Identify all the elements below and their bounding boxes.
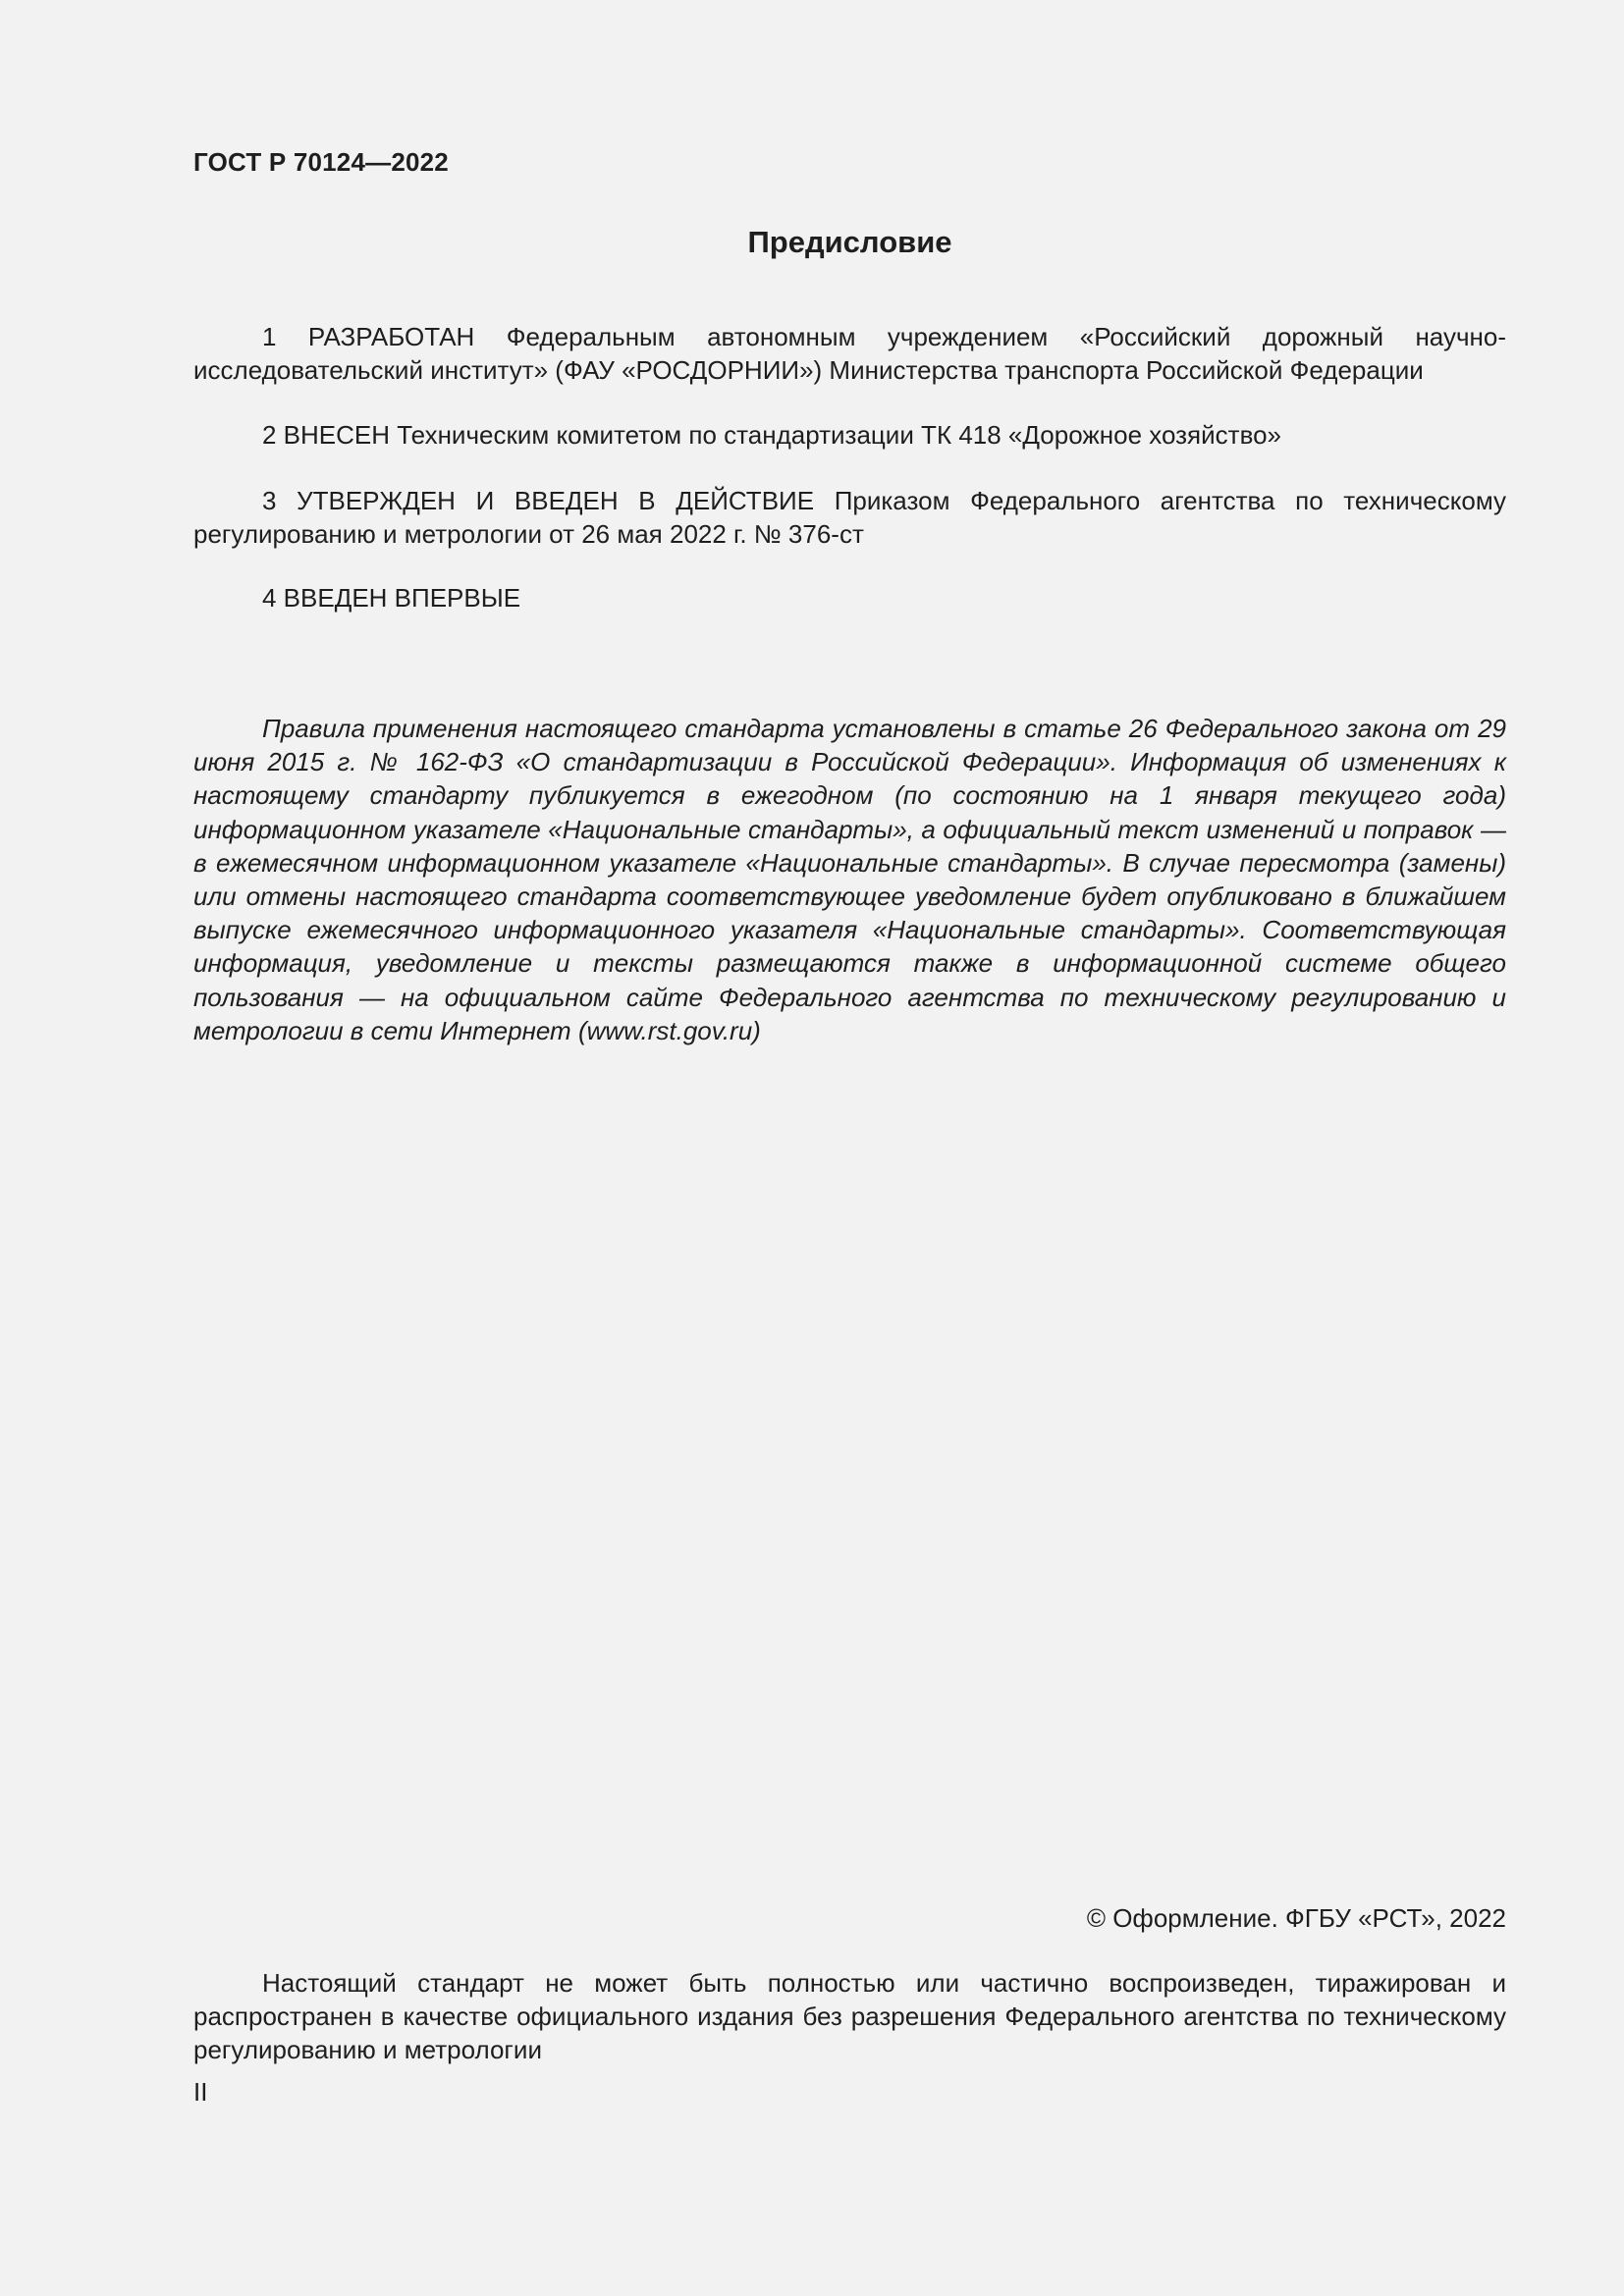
reproduction-notice: Настоящий стандарт не может быть полностью или частично воспроизведен, тиражирован и распространен в качестве официального издания без разрешения Федерального агентства по техническому регулированию и метрологии xyxy=(193,1968,1506,2064)
document-code: ГОСТ Р 70124—2022 xyxy=(193,147,449,177)
document-page xyxy=(193,0,1506,2296)
foreword-item-3: 3 УТВЕРЖДЕН И ВВЕДЕН В ДЕЙСТВИЕ Приказом Федерального агентства по техническому регулированию и метрологии от 26 мая 2022 г. № 376-ст xyxy=(193,486,1506,549)
application-rules-text: Правила применения настоящего стандарта установлены в статье 26 Федерального закона от 29 июня 2015 г. № 162-ФЗ «О стандартизации в Российской Федерации». Информация об изменениях к настоящему стандарту публикуется в ежегодном (по состоянию на 1 января текущего года) информационном указателе «Национальные стандарты», а официальный текст изменений и поправок — в ежемесячном информационном указателе «Национальные стандарты». В случае пересмотра (замены) или отмены настоящего стандарта соответствующее уведомление будет опубликовано в ближайшем выпуске ежемесячного информационного указателя «Национальные стандарты». Соответствующая информация, уведомление и тексты размещаются также в информационной системе общего пользования — на официальном сайте Федерального агентства по техническому регулированию и метрологии в сети Интернет (www.rst.gov.ru) xyxy=(193,714,1506,1045)
foreword-item-4: 4 ВВЕДЕН ВПЕРВЫЕ xyxy=(262,583,521,613)
copyright-line: © Оформление. ФГБУ «РСТ», 2022 xyxy=(1086,1903,1506,1933)
page-title: Предисловие xyxy=(747,225,952,259)
foreword-item-1: 1 РАЗРАБОТАН Федеральным автономным учреждением «Российский дорожный научно-исследовательский институт» (ФАУ «РОСДОРНИИ») Министерства транспорта Российской Федерации xyxy=(193,322,1506,385)
foreword-item-2: 2 ВНЕСЕН Техническим комитетом по стандартизации ТК 418 «Дорожное хозяйство» xyxy=(262,420,1282,450)
page-number: II xyxy=(193,2077,208,2107)
